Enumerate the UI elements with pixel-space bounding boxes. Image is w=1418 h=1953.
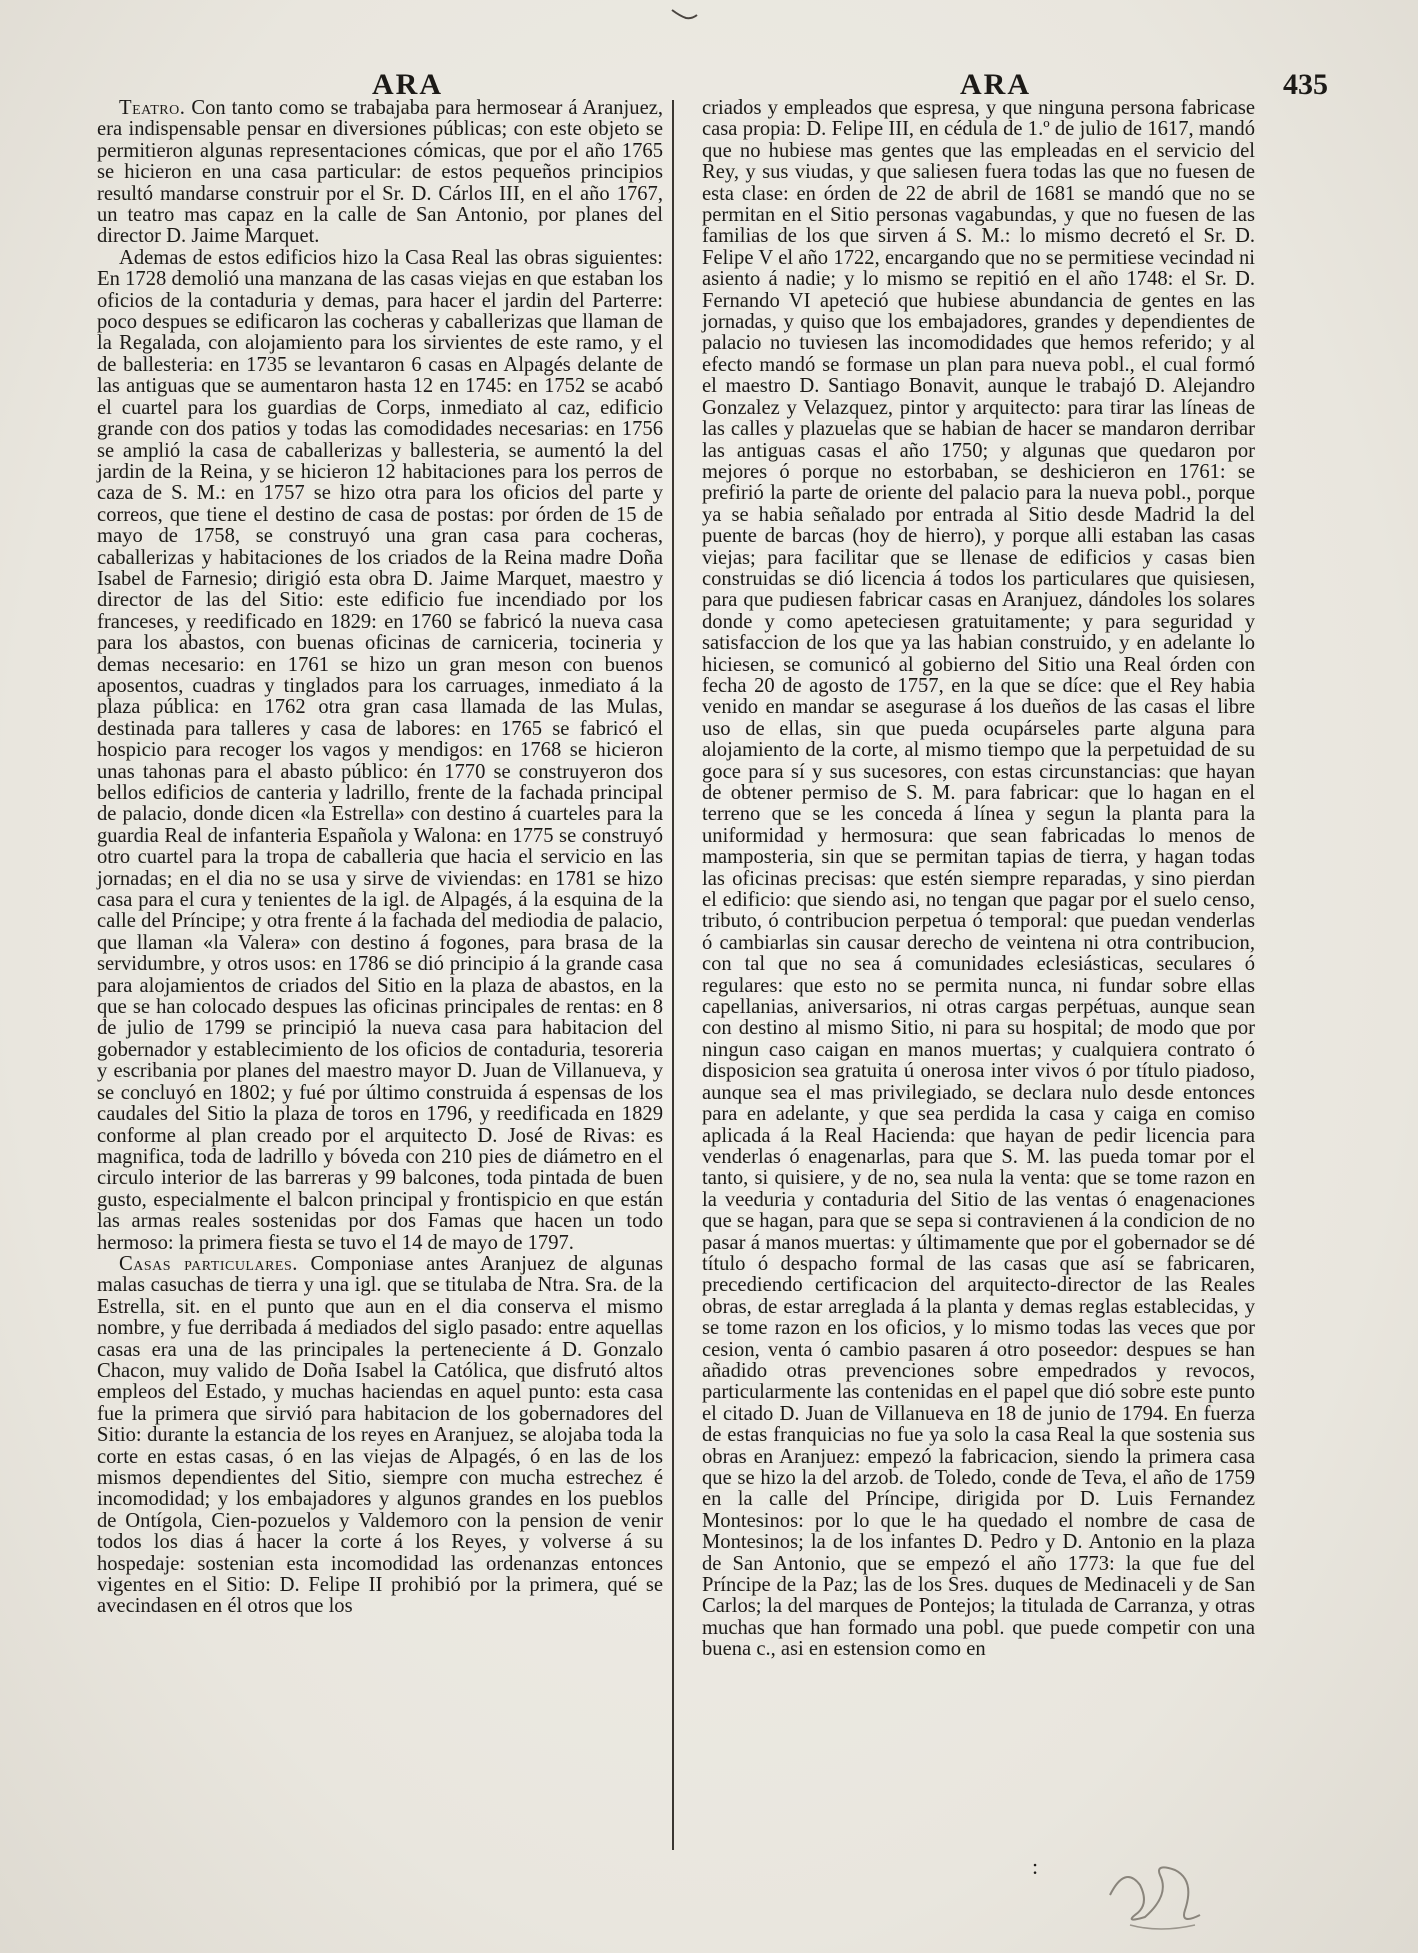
section-heading-casas-particulares: Casas particulares. — [119, 1252, 298, 1275]
right-column — [702, 98, 1255, 1661]
column-divider — [672, 100, 674, 1850]
handwritten-scribble — [1100, 1855, 1220, 1935]
footer-mark: : — [1032, 1854, 1039, 1879]
paragraph-obras-casa-real: Ademas de estos edificios hizo la Casa Real las obras siguientes: En 1728 demolió una manzana de las casas viejas en que estaban los oficios de la contaduria y demas, para hacer el jardin del Parterre: poco despues se edificaron las cocheras y caballerizas que llaman de la Regalada, con alojamiento para los sirvientes de este ramo, y el de ballesteria: en 1735 se levantaron 6 casas en Alpagés delante de las antiguas que se aumentaron hasta 12 en 1745: en 1752 se acabó el cuartel para los guardias de Corps, inmediato al caz, edificio grande con dos patios y todas las comodidades necesarias: en 1756 se amplió la casa de caballerizas y ballesteria, se aumentó la del jardin de la Reina, y se hicieron 12 habitaciones para los perros de caza de S. M.: en 1757 se hizo otra para los oficios del parte y correos, que tiene el destino de casa de postas: por órden de 15 de mayo de 1758, se construyó una gran casa para cocheras, caballerizas y habitaciones de los criados de la Reina madre Doña Isabel de Farnesio; dirigió esta obra D. Jaime Marquet, maestro y director de las del Sitio: este edificio fue incendiado por los franceses, y reedificado en 1829: en 1760 se fabricó la nueva casa para los abastos, con buenas oficinas de carniceria, tocineria y demas necesario: en 1761 se hizo un gran meson con buenos aposentos, cuadras y tinglados para los carruages, inmediato á la plaza pública: en 1762 otra gran casa llamada de las Mulas, destinada para talleres y casa de labores: en 1765 se fabricó el hospicio para recoger los vagos y mendigos: en 1768 se hicieron unas tahonas para el abasto público: én 1770 se construyeron dos bellos edificios de canteria y ladrillo, frente de la fachada principal de palacio, donde dicen «la Estrella» con destino á cuarteles para la guardia Real de infanteria Española y Walona: en 1775 se construyó otro cuartel para la tropa de caballeria que hacia el servicio en las jornadas; en el dia no se usa y sirve de viviendas: en 1781 se hizo casa para el cura y tenientes de la igl. de Alpagés, á la esquina de la calle del Príncipe; y otra frente á la fachada del mediodia de palacio, que llaman «la Valera» con destino á fogones, para brasa de la servidumbre, y otros usos: en 1786 se dió principio á la grande casa para alojamientos de criados del Sitio en la plaza de abastos, en la que se han colocado despues las oficinas principales de rentas: en 8 de julio de 1799 se principió la nueva casa para habitacion del gobernador y establecimiento de los oficios de contaduria, tesoreria y escribania por planes del maestro mayor D. Juan de Villanueva, y se concluyó en 1802; y fué por último construida á espensas de los caudales del Sitio la plaza de toros en 1796, y reedificada en 1829 conforme al plan creado por el arquitecto D. José de Rivas: es magnifica, toda de ladrillo y bóveda con 210 pies de diámetro en el circulo interior de las barreras y 99 balcones, toda pintada de buen gusto, especialmente el balcon principal y frontispicio en que están las armas reales sostenidas por dos Famas que hacen un todo hermoso: la primera fiesta se tuvo el 14 de mayo de 1797. — [97, 246, 663, 1254]
paragraph-teatro-text: Con tanto como se trabajaba para hermosear á Aranjuez, era indispensable pensar en diversiones públicas; con este objeto se permitieron algunas representaciones cómicas, que por el año 1765 se hicieron en una casa particular: de estos pequeños principios resultó mandarse construir por el Sr. D. Cárlos III, en el año 1767, un teatro mas capaz en la calle de San Antonio, por planes del director D. Jaime Marquet. — [97, 97, 663, 248]
paragraph-continuation: criados y empleados que espresa, y que ninguna persona fabricase casa propia: D. Felipe III, en cédula de 1.º de julio de 1617, mandó que no hubiese mas gentes que las empleadas en el servicio del Rey, y sus viudas, y que saliesen fuera todas las que no fuesen de esta clase: en órden de 22 de abril de 1681 se mandó que no se permitan en el Sitio personas vagabundas, y que no fuesen de las familias de los que sirven á S. M.: lo mismo decretó el Sr. D. Felipe V el año 1722, encargando que no se permitiese vecindad ni asiento á nadie; y lo mismo se repitió en el año 1748: el Sr. D. Fernando VI apeteció que hubiese abundancia de gentes en las jornadas, y quiso que los embajadores, grandes y dependientes de palacio no tuviesen las incomodidades que hemos referido; y al efecto mandó se formase un plan para nueva pobl., el cual formó el maestro D. Santiago Bonavit, aunque le trabajó D. Alejandro Gonzalez y Velazquez, pintor y arquitecto: para tirar las líneas de las calles y plazuelas que se habian de hacer se mandaron derribar las antiguas casas el año 1750; y algunas que quedaron por mejores ó porque no estorbaban, se deshicieron en 1761: se prefirió la parte de oriente del palacio para la nueva pobl., porque ya se habia señalado por entrada al Sitio desde Madrid la del puente de barcas (hoy de hierro), y porque alli estaban las casas viejas; para facilitar que se llenase de edificios y casas bien construidas se dió licencia á todos los particulares que quisiesen, para que pudiesen fabricar casas en Aranjuez, dándoles los solares donde y como apeteciesen gratuitamente; y para seguridad y satisfaccion de los que ya las habian construido, y en adelante lo hiciesen, se comunicó al gobierno del Sitio una Real órden con fecha 20 de agosto de 1757, en la que se díce: que el Rey habia venido en mandar se asegurase á los dueños de las casas el libre uso de ellas, sin que pueda ocupárseles parte alguna para alojamiento de la corte, al mismo tiempo que la perpetuidad de su goce para sí y sus sucesores, con estas circunstancias: que hayan de obtener permiso de S. M. para fabricar: que lo hagan en el terreno que se les conceda á línea y segun la planta para la uniformidad y hermosura: que sean fabricadas lo menos de mamposteria, sin que se permitan tapias de tierra, y hagan todas las oficinas precisas: que estén siempre reparadas, y sino pierdan el edificio: que siendo asi, no tengan que pagar por el suelo censo, tributo, ó contribucion perpetua ó temporal: que puedan venderlas ó cambiarlas sin causar derecho de veintena ni otra contribucion, con tal que no sea á comunidades eclesiásticas, seculares ó regulares: que esto no se permita nunca, ni fundar sobre ellas capellanias, aniversarios, ni otras cargas perpétuas, aunque sean con destino al mismo Sitio, ni para su hospital; de modo que por ningun caso caigan en manos muertas; y cualquiera contrato ó disposicion sea gratuita ú onerosa inter vivos ó por título piadoso, aunque sea el mas privilegiado, se declara nulo desde entonces para en adelante, y que sea perdida la casa y caiga en comiso aplicada á la Real Hacienda: que hayan de pedir licencia para venderlas ó enagenarlas, para que S. M. las pueda tomar por el tanto, si quisiere, y de no, sea nula la venta: que se tome razon en la veeduria y contaduria del Sitio de las ventas ó enagenaciones que se hagan, para que se sepa si contravienen á la condicion de no pasar á manos muertas: y últimamente que por el gobernador se dé título ó despacho formal de las casas que así se fabricaren, precediendo certificacion del arquitecto-director de las Reales obras, de estar arreglada á la planta y demas reglas establecidas, y se tome razon en los oficios, y lo mismo todas las veces que por cesion, venta ó cambio pasaren á otro poseedor: despues se han añadido otras prevenciones sobre empedrados y revocos, particularmente las contenidas en el papel que dió sobre este punto el citado D. Juan de Villanueva en 18 de junio de 1794. En fuerza de estas franquicias no fue ya solo la casa Real la que sostenia sus obras en Aranjuez: empezó la fabricacion, siendo la primera casa que se hizo la del arzob. de Toledo, conde de Teva, el año de 1759 en la calle del Príncipe, dirigida por D. Luis Fernandez Montesinos: por lo que le ha quedado el nombre de casa de Montesinos; la de los infantes D. Pedro y D. Antonio en la plaza de San Antonio, que se empezó el año 1773: la que fue del Príncipe de la Paz; las de los Sres. duques de Medinaceli y de San Carlos; la del marques de Pontejos; la titulada de Carranza, y otras muchas que han formado una pobl. que puede competir con una buena c., asi en estension como en — [702, 97, 1255, 1661]
paragraph-casas-particulares-text: Componiase antes Aranjuez de algunas malas casuchas de tierra y una igl. que se titulaba de Ntra. Sra. de la Estrella, sit. en el punto que aun en el dia conserva el mismo nombre, y fue derribada á mediados del siglo pasado: entre aquellas casas era una de las principales la perteneciente á D. Gonzalo Chacon, muy valido de Doña Isabel la Católica, que disfrutó altos empleos del Estado, y muchas haciendas en aquel punto: esta casa fue la primera que sirvió para habitacion de los gobernadores del Sitio: durante la estancia de los reyes en Aranjuez, se alojaba toda la corte en estas casas, ó en las viejas de Alpagés, ó en las de los mismos dependientes del Sitio, siempre con mucha estrechez é incomodidad; y los embajadores y algunos grandes en los pueblos de Ontígola, Cien-pozuelos y Valdemoro con la pension de venir todos los dias á hacer la corte á los Reyes, y volverse á su hospedaje: sostenian esta incomodidad las ordenanzas entonces vigentes en el Sitio: D. Felipe II prohibió por la primera, qué se avecindasen en él otros que los — [97, 1252, 663, 1618]
section-heading-teatro: Teatro. — [119, 97, 186, 119]
page-number: 435 — [1283, 68, 1328, 101]
paragraph-teatro — [97, 98, 663, 248]
left-column — [97, 98, 663, 1618]
header-left-title: ARA — [372, 68, 443, 101]
ink-mark — [670, 6, 700, 26]
header-right-title: ARA — [960, 68, 1031, 101]
paragraph-casas-particulares — [97, 1254, 663, 1618]
